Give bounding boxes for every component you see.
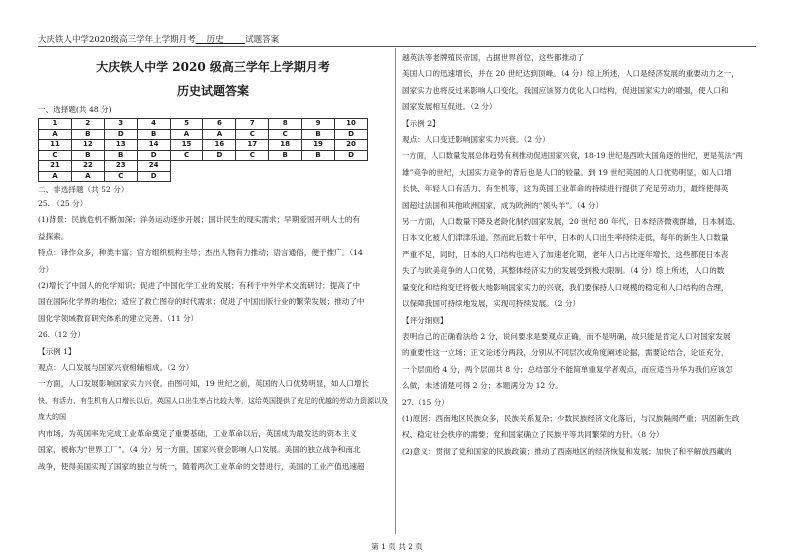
answer-line: 量变化和结构变迁将极大地影响国家实力的兴衰，我们要保持人口规模的稳定和人口结构的合理， <box>402 282 729 292</box>
right-column <box>402 50 757 460</box>
question-number-cell: 15 <box>170 140 203 151</box>
question-number-cell: 11 <box>39 140 72 151</box>
empty-cell <box>170 171 203 182</box>
q26-line: 内市场，为英国率先完成工业革命奠定了重要基础，工业革命以后，英国成为最发达的资本主义 <box>38 428 357 438</box>
answer-line: 一个层面给 4 分，两个层面共 8 分；总结部分不能简单重复学者观点，而应适当升华为我们应该怎 <box>402 364 733 374</box>
question-number-cell: 19 <box>302 140 335 151</box>
answer-line: 国超过法国和其他欧洲国家，成为欧洲的“领头羊”。（4 分） <box>402 200 604 210</box>
answer-table <box>38 118 368 182</box>
question-number-cell: 6 <box>203 119 236 130</box>
question-number-cell: 9 <box>302 119 335 130</box>
answer-line: 另一方面，人口数量下降及老龄化制约国家发展，20 世纪 80 年代，日本经济微观群雄，日本制造、 <box>402 217 740 227</box>
question-number-cell: 12 <box>71 140 104 151</box>
answer-line: 长快、年轻人口有活力、有生机等，这为英国工业革命的持续进行提供了充足劳动力，最终使得英 <box>402 184 729 194</box>
answer-cell: D <box>137 171 170 182</box>
answer-cell: C <box>39 150 72 161</box>
question-number-cell: 21 <box>39 161 72 172</box>
empty-cell <box>269 161 302 172</box>
page-subtitle: 历史试题答案 <box>176 84 249 98</box>
empty-cell <box>236 161 269 172</box>
answer-cell: D <box>137 150 170 161</box>
empty-cell <box>335 171 368 182</box>
answer-line: 么做，未述清楚可得 2 分；本题满分为 12 分。 <box>402 381 563 391</box>
left-column <box>38 50 388 475</box>
q27-heading: 27.（15 分） <box>402 397 449 407</box>
question-number-cell: 16 <box>203 140 236 151</box>
answer-cell: B <box>269 150 302 161</box>
q26-example-2: 【示例 2】 <box>402 118 440 128</box>
question-number-cell: 14 <box>137 140 170 151</box>
q26-line: 快、有活力、有生机有人口增长以后，英国人口出生率占比较大等，这给英国提供了充足的优越的劳动力资源以及庞大的国 <box>38 396 388 422</box>
question-number-cell: 23 <box>104 161 137 172</box>
answer-cell: B <box>104 150 137 161</box>
page-header <box>38 33 279 45</box>
header-prefix: 大庆铁人中学2020级高三学年上学期月考 <box>38 35 196 45</box>
empty-cell <box>335 161 368 172</box>
answer-cell: D <box>203 150 236 161</box>
question-number-cell: 7 <box>236 119 269 130</box>
q25-line: 分） <box>38 264 54 274</box>
q26-view-2: 观点：人口变迁影响国家实力兴衰。（2 分） <box>402 135 550 145</box>
answer-cell: D <box>104 129 137 140</box>
question-number-cell: 24 <box>137 161 170 172</box>
answer-cell: C <box>269 129 302 140</box>
answer-table-answer-row <box>39 150 368 161</box>
q25-line: (1)背景：民族危机不断加深；洋务运动逐步开展；国计民生的现实需求；早期爱国开明人士的有 <box>38 215 361 225</box>
q25-line: (2)增长了中国人的化学知识；促进了中国化学工业的发展；有利于中外学术交流研讨；提高了中 <box>38 281 361 291</box>
answer-line: 美国人口的迅速增长，并在 20 世纪达到顶峰。（4 分）综上所述，人口是经济发展的重要动力之一， <box>402 69 739 79</box>
answer-line: 失了与欧美竞争的人口优势，其整体经济实力的发展受到极大限制。（4 分）综上所述，人口的数 <box>402 266 725 276</box>
question-number-cell: 3 <box>104 119 137 130</box>
answer-line: 严重不足，同时，日本的人口结构也进入了加速老化期，老年人口占比逐年增长，这些都使日本丧 <box>402 249 729 259</box>
answer-line: 以保障我国可持续地发展，实现可持续发展。（2 分） <box>402 299 581 309</box>
page-footer: 第 1 页 共 2 页 <box>371 542 423 551</box>
answer-cell: A <box>170 129 203 140</box>
question-number-cell: 5 <box>170 119 203 130</box>
answer-cell: D <box>335 150 368 161</box>
q25-line: 国在国际化学界的地位；适应了救亡图存的时代需求；促进了中国出版行业的繁荣发展；推动了中 <box>38 297 365 307</box>
empty-cell <box>170 161 203 172</box>
answer-table-number-row <box>39 161 368 172</box>
answer-cell: C <box>104 171 137 182</box>
answer-line: 雄”竞争的世纪，大国实力竞争的背后也是人口的较量。到 19 世纪英国的人口优势明显，如人口增 <box>402 167 732 177</box>
header-subject: 历史 <box>206 35 224 45</box>
answer-cell: B <box>302 150 335 161</box>
column-divider <box>395 48 396 534</box>
answer-table-answer-row <box>39 171 368 182</box>
empty-cell <box>203 171 236 182</box>
answer-line: 的重要性这一立场；正文论述分两段，分别从不同层次或角度阐述论据，需要论结合，论证充分， <box>402 348 729 358</box>
answer-line: (2)意义：贯彻了党和国家的民族政策；推动了西南地区的经济恢复和发展；加快了和平解放西藏的 <box>402 446 732 456</box>
answer-cell: D <box>335 129 368 140</box>
q25-heading: 25. （25 分） <box>38 199 88 208</box>
answer-cell: C <box>236 129 269 140</box>
answer-line: 一方面，人口数量发展总体趋势有利推动促进国家兴衰，18-19 世纪是西欧大国角逐的世纪，更是英法“两 <box>402 151 743 161</box>
question-number-cell: 22 <box>71 161 104 172</box>
question-number-cell: 13 <box>104 140 137 151</box>
q26-view: 观点：人口发展与国家兴衰相辅相成。（2 分） <box>38 363 194 373</box>
answer-line: 国家实力也将反过来影响人口变化，我国应该努力优化人口结构，促进国家实力的增强，使人口和 <box>402 85 729 95</box>
answer-table-number-row <box>39 119 368 130</box>
answer-line: 越英法等老牌殖民帝国，占据世界首位，这些都推动了 <box>402 53 585 62</box>
answer-cell: A <box>39 171 72 182</box>
section-2-heading: 二、非选择题（共 52 分） <box>38 185 129 194</box>
question-number-cell: 17 <box>236 140 269 151</box>
empty-cell <box>269 171 302 182</box>
question-number-cell: 18 <box>269 140 302 151</box>
question-number-cell: 20 <box>335 140 368 151</box>
answer-cell: A <box>71 171 104 182</box>
answer-cell: B <box>302 129 335 140</box>
q26-line: 国家，被称为“世界工厂”。（4 分）另一方面，国家兴衰会影响人口发展。美国的独立战争和南北 <box>38 445 361 455</box>
question-number-cell: 4 <box>137 119 170 130</box>
answer-line: 表明自己的正确看法给 2 分，说问要求是要观点正确，而不是明确，故只能是肯定人口对国家发展 <box>402 331 731 341</box>
q26-line: 战争，使得美国实现了国家的独立与统一，随着两次工业革命的交替进行，美国的工业产值迅速超 <box>38 461 365 471</box>
empty-cell <box>203 161 236 172</box>
section-1-heading: 一、选择题(共 48 分) <box>38 105 112 114</box>
answer-line: 权、稳定社会秩序的需要；党和国家确立了民族平等共同繁荣的方针。（8 分） <box>402 430 664 440</box>
header-suffix: 试题答案 <box>245 35 280 45</box>
answer-cell: C <box>170 150 203 161</box>
question-number-cell: 2 <box>71 119 104 130</box>
answer-line: (1)原因：西南地区民族众多，民族关系复杂；少数民族经济文化落后，与汉族隔阂严重；巩固新生政 <box>402 413 740 423</box>
answer-table-number-row <box>39 140 368 151</box>
page-title: 大庆铁人中学 2020 级高三学年上学期月考 <box>96 60 330 74</box>
empty-cell <box>302 171 335 182</box>
answer-cell: A <box>203 129 236 140</box>
empty-cell <box>236 171 269 182</box>
answer-line: 国家发展相互促进。（2 分） <box>402 102 497 112</box>
q26-line: 一方面，人口发展影响国家实力兴衰。由图可知，19 世纪之前，英国的人口优势明显，如人口增长 <box>38 379 370 389</box>
empty-cell <box>302 161 335 172</box>
answer-table-answer-row <box>39 129 368 140</box>
answer-cell: B <box>137 129 170 140</box>
header-divider <box>38 46 756 47</box>
answer-cell: C <box>236 150 269 161</box>
answer-cell: B <box>71 150 104 161</box>
question-number-cell: 1 <box>39 119 72 130</box>
q26-example-1: 【示例 1】 <box>38 346 76 356</box>
q26-heading: 26.（12 分） <box>38 330 85 340</box>
answer-cell: B <box>71 129 104 140</box>
question-number-cell: 10 <box>335 119 368 130</box>
answer-cell: A <box>39 129 72 140</box>
q25-line: 国化学领域教育研究体系的建立完善。（11 分） <box>38 313 199 323</box>
q25-line: 益探索。 <box>38 231 69 241</box>
question-number-cell: 8 <box>269 119 302 130</box>
answer-line: 日本文化被人们津津乐道。然而此后数十年中，日本的人口出生率持续走低，每年的新生人口数量 <box>402 233 729 243</box>
q25-line: 特点：译作众多，种类丰富；官方组织机构主导；杰出人物有力推动；语言通俗，便于推广。（14 <box>38 248 363 258</box>
scoring-rubric-heading: 【评分细则】 <box>402 315 448 325</box>
